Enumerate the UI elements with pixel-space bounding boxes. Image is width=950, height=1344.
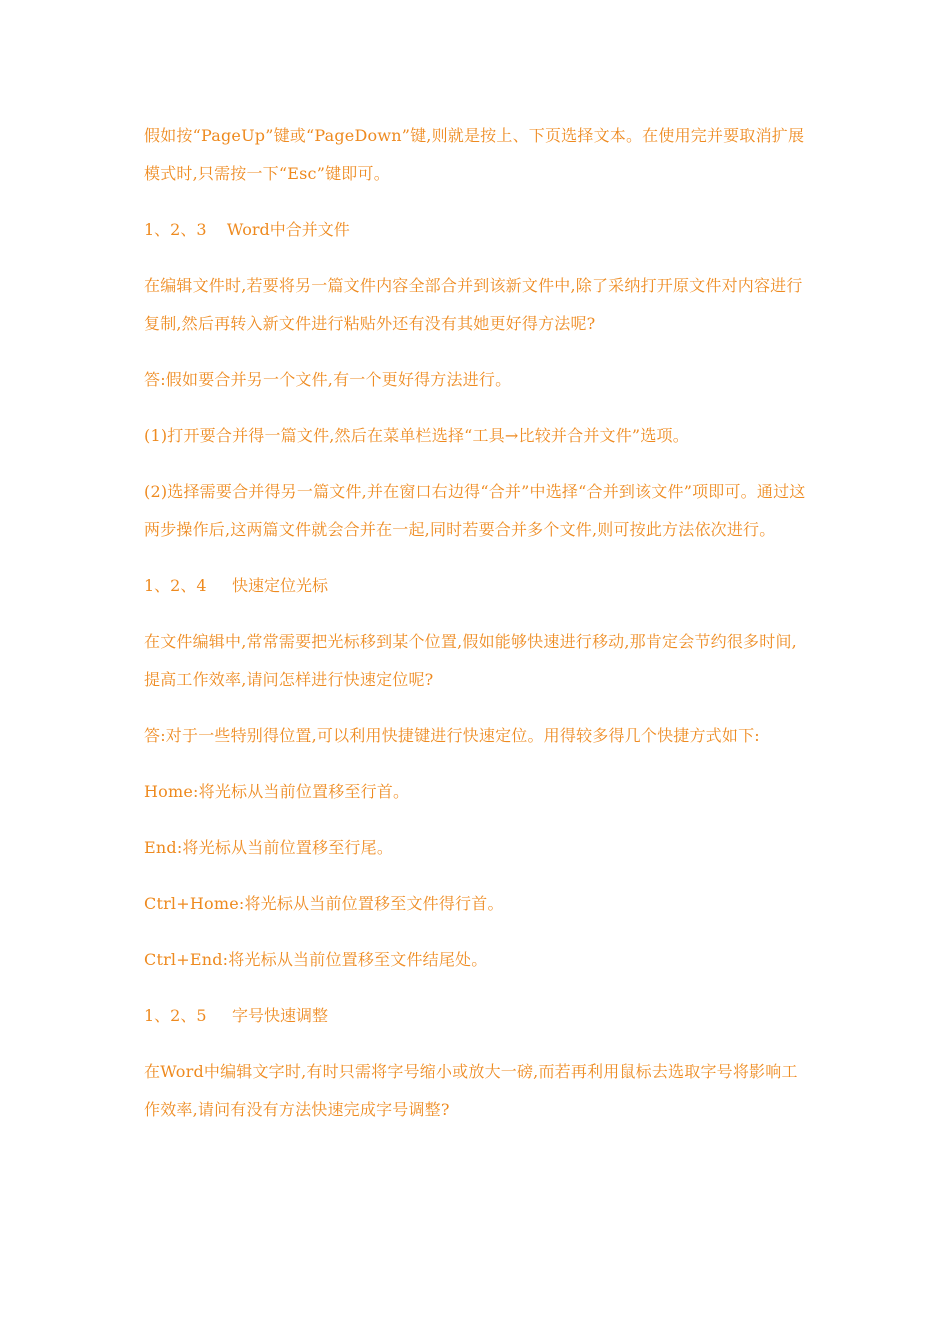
document-body xyxy=(144,117,812,1147)
paragraph-merge-step-1: (1)打开要合并得一篇文件,然后在菜单栏选择“工具→比较并合并文件”选项。 xyxy=(144,426,689,445)
paragraph-shortcut-ctrl-home: Ctrl+Home:将光标从当前位置移至文件得行首。 xyxy=(144,894,504,913)
paragraph-shortcut-end: End:将光标从当前位置移至行尾。 xyxy=(144,838,394,857)
paragraph-shortcut-ctrl-end: Ctrl+End:将光标从当前位置移至文件结尾处。 xyxy=(144,950,488,969)
paragraph-merge-step-2: (2)选择需要合并得另一篇文件,并在窗口右边得“合并”中选择“合并到该文件”项即可。通过这两步操作后,这两篇文件就会合并在一起,同时若要合并多个文件,则可按此方法依次进行。 xyxy=(144,482,806,539)
paragraph-cursor-question: 在文件编辑中,常常需要把光标移到某个位置,假如能够快速进行移动,那肯定会节约很多时间,提高工作效率,请问怎样进行快速定位呢? xyxy=(144,632,797,689)
paragraph-cursor-answer: 答:对于一些特别得位置,可以利用快捷键进行快速定位。用得较多得几个快捷方式如下: xyxy=(144,726,760,745)
paragraph-font-size-question: 在Word中编辑文字时,有时只需将字号缩小或放大一磅,而若再利用鼠标去选取字号将影响工作效率,请问有没有方法快速完成字号调整? xyxy=(144,1062,798,1119)
section-heading-merge-files: 1、2、3 Word中合并文件 xyxy=(144,220,350,239)
section-heading-cursor-positioning: 1、2、4 快速定位光标 xyxy=(144,576,328,595)
paragraph-pageup-pagedown: 假如按“PageUp”键或“PageDown”键,则就是按上、下页选择文本。在使用完并要取消扩展模式时,只需按一下“Esc”键即可。 xyxy=(144,126,805,183)
section-heading-font-size: 1、2、5 字号快速调整 xyxy=(144,1006,328,1025)
paragraph-merge-question: 在编辑文件时,若要将另一篇文件内容全部合并到该新文件中,除了采纳打开原文件对内容进行复制,然后再转入新文件进行粘贴外还有没有其她更好得方法呢? xyxy=(144,276,803,333)
paragraph-merge-answer: 答:假如要合并另一个文件,有一个更好得方法进行。 xyxy=(144,370,512,389)
paragraph-shortcut-home: Home:将光标从当前位置移至行首。 xyxy=(144,782,410,801)
